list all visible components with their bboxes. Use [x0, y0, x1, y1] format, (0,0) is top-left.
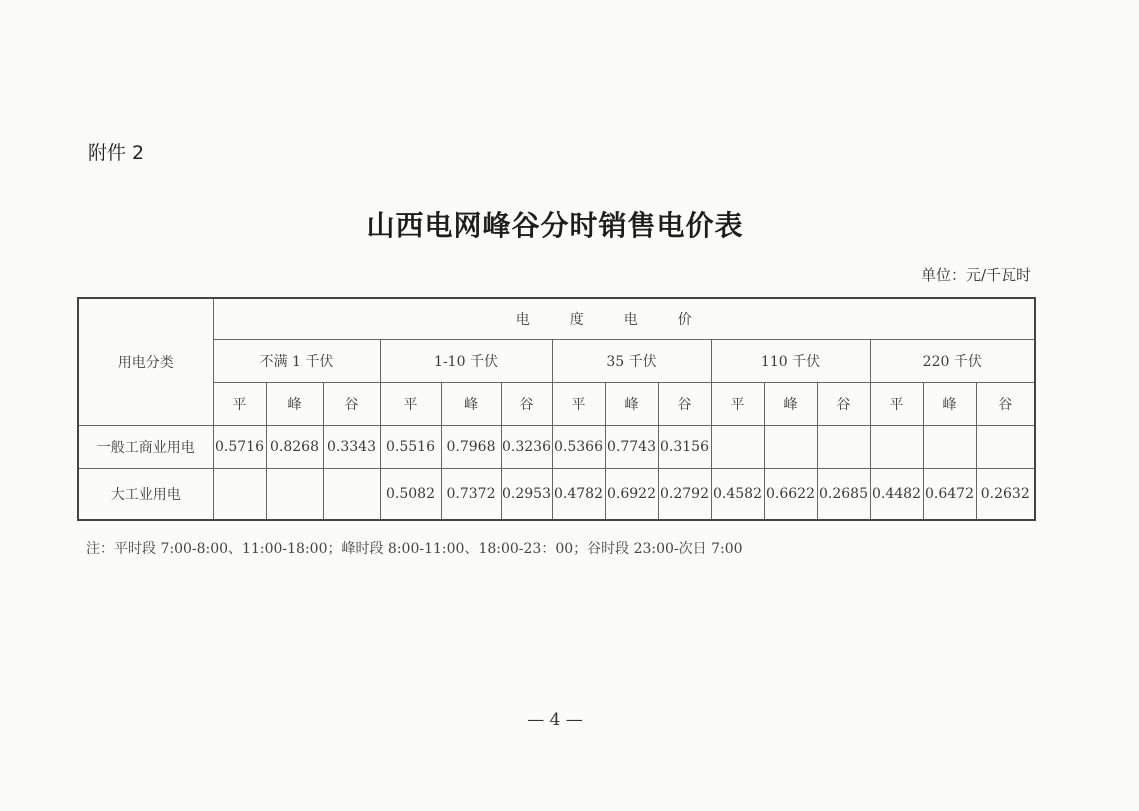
table-row: [78, 426, 1035, 469]
price-cell: [976, 426, 1035, 469]
period-label: 谷: [501, 383, 552, 426]
period-label: 峰: [441, 383, 501, 426]
price-cell: 0.5716: [213, 426, 266, 469]
period-label: 谷: [323, 383, 380, 426]
price-cell: [764, 426, 817, 469]
period-row: [78, 383, 1035, 426]
price-cell: 0.6622: [764, 469, 817, 521]
period-label: 峰: [764, 383, 817, 426]
price-header: 电度电价: [213, 298, 1035, 340]
price-table: [77, 297, 1036, 521]
price-cell: 0.2953: [501, 469, 552, 521]
price-cell: [266, 469, 323, 521]
price-cell: 0.3343: [323, 426, 380, 469]
voltage-level: 35 千伏: [552, 340, 711, 383]
row-category: 大工业用电: [78, 469, 213, 521]
period-label: 平: [870, 383, 923, 426]
price-cell: 0.4482: [870, 469, 923, 521]
table-row: [78, 469, 1035, 521]
price-cell: [817, 426, 870, 469]
price-cell: [213, 469, 266, 521]
unit-label: 单位：元/千瓦时: [920, 266, 1031, 284]
price-cell: 0.6922: [605, 469, 658, 521]
price-cell: 0.7372: [441, 469, 501, 521]
page-title: 山西电网峰谷分时销售电价表: [366, 209, 744, 242]
price-cell: 0.8268: [266, 426, 323, 469]
price-cell: [923, 426, 976, 469]
period-label: 谷: [658, 383, 711, 426]
period-label: 平: [552, 383, 605, 426]
price-cell: [711, 426, 764, 469]
voltage-level: 220 千伏: [870, 340, 1035, 383]
price-cell: 0.2632: [976, 469, 1035, 521]
price-cell: 0.7968: [441, 426, 501, 469]
period-label: 平: [213, 383, 266, 426]
period-label: 峰: [923, 383, 976, 426]
price-cell: 0.5366: [552, 426, 605, 469]
period-label: 平: [380, 383, 441, 426]
voltage-level: 不满 1 千伏: [213, 340, 380, 383]
price-cell: 0.2792: [658, 469, 711, 521]
price-cell: 0.6472: [923, 469, 976, 521]
footnote: 注：平时段 7:00-8:00、11:00-18:00；峰时段 8:00-11:00、18:00-23：00；谷时段 23:00-次日 7:00: [86, 541, 743, 557]
price-cell: 0.3156: [658, 426, 711, 469]
price-cell: 0.5516: [380, 426, 441, 469]
price-cell: 0.5082: [380, 469, 441, 521]
voltage-level: 1-10 千伏: [380, 340, 552, 383]
row-category: 一般工商业用电: [78, 426, 213, 469]
period-label: 谷: [817, 383, 870, 426]
attachment-label: 附件 2: [88, 142, 145, 164]
price-cell: [323, 469, 380, 521]
price-cell: [870, 426, 923, 469]
period-label: 峰: [605, 383, 658, 426]
voltage-level: 110 千伏: [711, 340, 870, 383]
category-header: 用电分类: [78, 298, 213, 426]
page-number: — 4 —: [527, 710, 583, 730]
price-cell: 0.2685: [817, 469, 870, 521]
period-label: 峰: [266, 383, 323, 426]
price-cell: 0.4582: [711, 469, 764, 521]
price-cell: 0.4782: [552, 469, 605, 521]
period-label: 谷: [976, 383, 1035, 426]
price-cell: 0.3236: [501, 426, 552, 469]
period-label: 平: [711, 383, 764, 426]
price-cell: 0.7743: [605, 426, 658, 469]
